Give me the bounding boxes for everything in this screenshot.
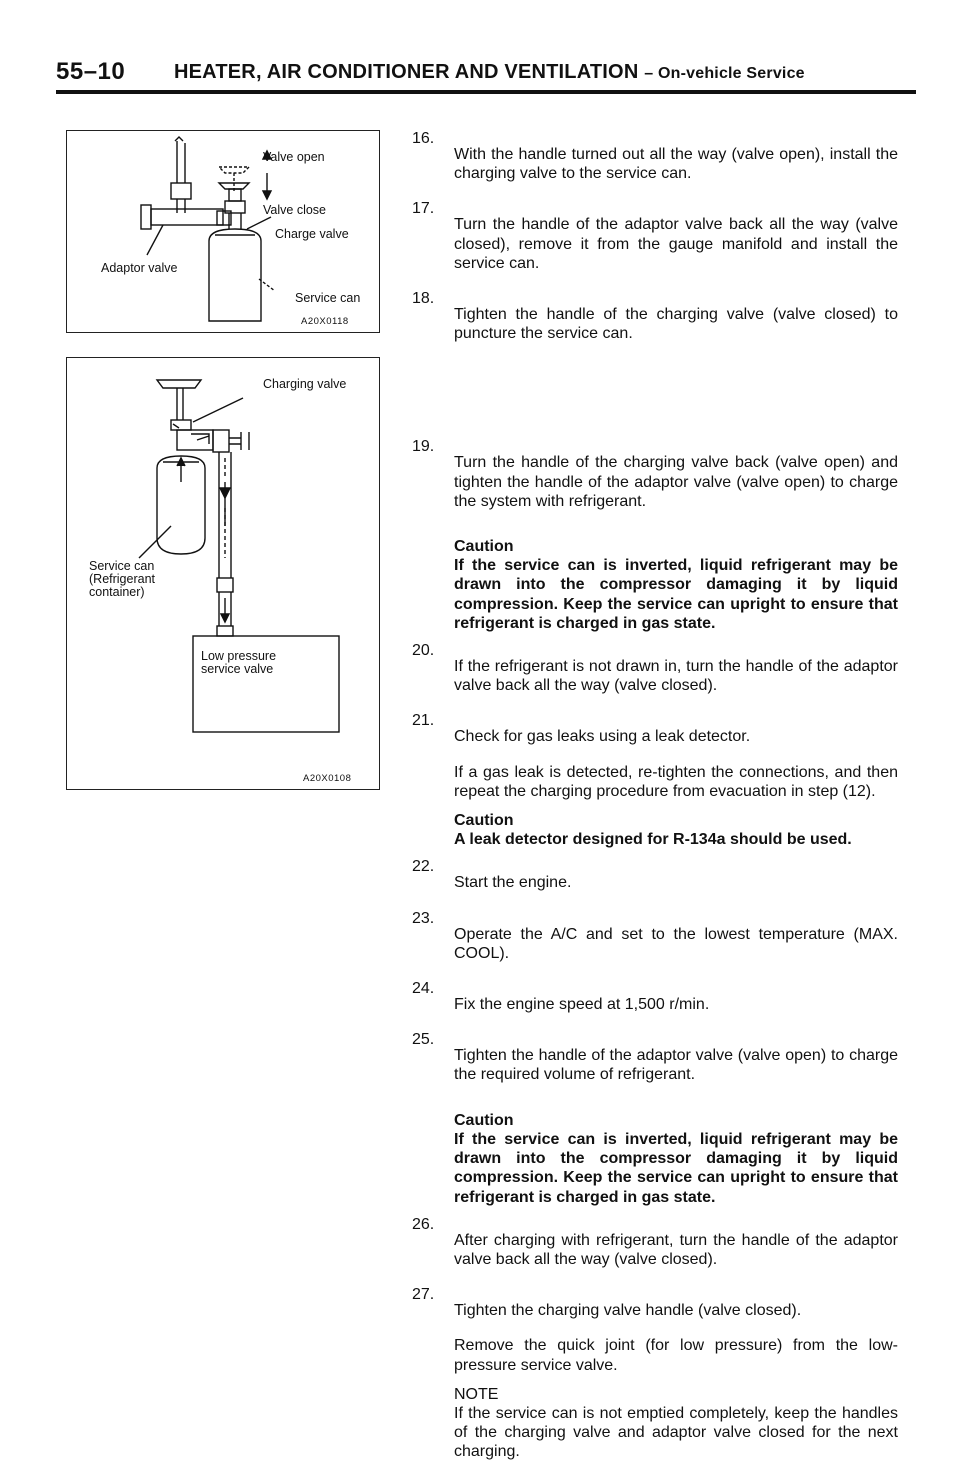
step-27-detail: Remove the quick joint (for low pressure) from the low-pressure service valve.	[454, 1337, 898, 1374]
step-number: 21.	[412, 712, 435, 730]
step-22	[412, 857, 898, 908]
step-number: 19.	[412, 438, 435, 456]
step-text: Tighten the handle of the charging valve (valve closed) to puncture the service can.	[454, 306, 898, 343]
step-number: 27.	[412, 1286, 435, 1304]
step-text: Start the engine.	[454, 874, 572, 892]
step-text: Turn the handle of the adaptor valve back all the way (valve closed), remove it from the gauge manifold and install the service can.	[454, 216, 898, 272]
step-17	[412, 199, 898, 289]
figure-code: A20X0108	[303, 773, 352, 784]
step-number: 24.	[412, 980, 435, 998]
figure-charging-valve	[66, 357, 380, 790]
page-title	[174, 61, 805, 84]
step-number: 22.	[412, 858, 435, 876]
label-charging-valve: Charging valve	[263, 377, 347, 391]
step-24	[412, 979, 898, 1030]
note-heading: NOTE	[454, 1385, 499, 1403]
step-text: Tighten the charging valve handle (valve closed).	[454, 1302, 802, 1320]
step-text: After charging with refrigerant, turn the handle of the adaptor valve back all the way (valve closed).	[454, 1231, 898, 1268]
title-subtitle: – On-vehicle Service	[644, 65, 805, 82]
caution-heading: Caution	[454, 538, 514, 556]
label-low-pressure-1: Low pressure	[201, 649, 277, 663]
step-21	[412, 711, 898, 762]
step-number: 16.	[412, 130, 435, 147]
page-header	[56, 58, 916, 94]
label-service-can-3: container)	[89, 585, 145, 599]
caution-text: If the service can is inverted, liquid refrigerant may be drawn into the compressor damaging it by liquid compression. Keep the service can upright to ensure that refrigerant is charged in gas state.	[454, 1130, 898, 1206]
caution-heading: Caution	[454, 812, 514, 830]
step-27	[412, 1285, 898, 1336]
label-service-can-1: Service can	[89, 559, 155, 573]
step-text: Turn the handle of the charging valve back (valve open) and tighten the handle of the adaptor valve (valve open) to charge the system with refrigerant.	[454, 454, 898, 510]
label-valve-close: Valve close	[263, 203, 326, 217]
caution-text: If the service can is inverted, liquid refrigerant may be drawn into the compressor damaging it by liquid compression. Keep the service can upright to ensure that refrigerant is charged in gas state.	[454, 557, 898, 632]
step-number: 23.	[412, 909, 435, 927]
header-rule	[56, 90, 916, 94]
note-text: If the service can is not emptied completely, keep the handles of the charging valve and adaptor valve closed for the next charging.	[454, 1404, 898, 1461]
step-number: 25.	[412, 1031, 435, 1049]
step-25	[412, 1030, 898, 1100]
step-number: 17.	[412, 200, 435, 218]
caution-heading: Caution	[454, 1111, 514, 1129]
step-23	[412, 909, 898, 979]
step-text: If the refrigerant is not drawn in, turn the handle of the adaptor valve back all the way (valve closed).	[454, 658, 898, 695]
step-number: 18.	[412, 290, 435, 308]
step-number: 26.	[412, 1215, 435, 1233]
caution-text: A leak detector designed for R-134a should be used.	[454, 831, 852, 849]
title-main: HEATER, AIR CONDITIONER AND VENTILATION	[174, 61, 639, 83]
step-19	[412, 437, 898, 527]
step-text: Fix the engine speed at 1,500 r/min.	[454, 996, 710, 1014]
step-text: Tighten the handle of the adaptor valve (valve open) to charge the required volume of refrigerant.	[454, 1047, 898, 1084]
step-text: With the handle turned out all the way (valve open), install the charging valve to the service can.	[454, 146, 898, 183]
label-low-pressure-2: service valve	[201, 662, 274, 676]
step-16	[412, 129, 898, 199]
procedure-text	[412, 129, 898, 1462]
label-adaptor-valve: Adaptor valve	[101, 261, 178, 275]
figure-code: A20X0118	[301, 316, 349, 327]
label-service-can-2: (Refrigerant	[89, 572, 155, 586]
step-26	[412, 1215, 898, 1285]
step-text: Check for gas leaks using a leak detector.	[454, 728, 751, 746]
step-text: Operate the A/C and set to the lowest temperature (MAX. COOL).	[454, 925, 898, 962]
step-number: 20.	[412, 642, 435, 660]
step-21-detail: If a gas leak is detected, re-tighten the connections, and then repeat the charging procedure from evacuation in step (12).	[454, 763, 898, 800]
step-18	[412, 289, 898, 359]
section-number: 55–10	[56, 58, 126, 85]
figure-adaptor-valve	[66, 130, 380, 333]
label-valve-open: Valve open	[263, 150, 325, 164]
label-service-can: Service can	[295, 291, 361, 305]
label-charge-valve: Charge valve	[275, 227, 349, 241]
step-20	[412, 641, 898, 711]
